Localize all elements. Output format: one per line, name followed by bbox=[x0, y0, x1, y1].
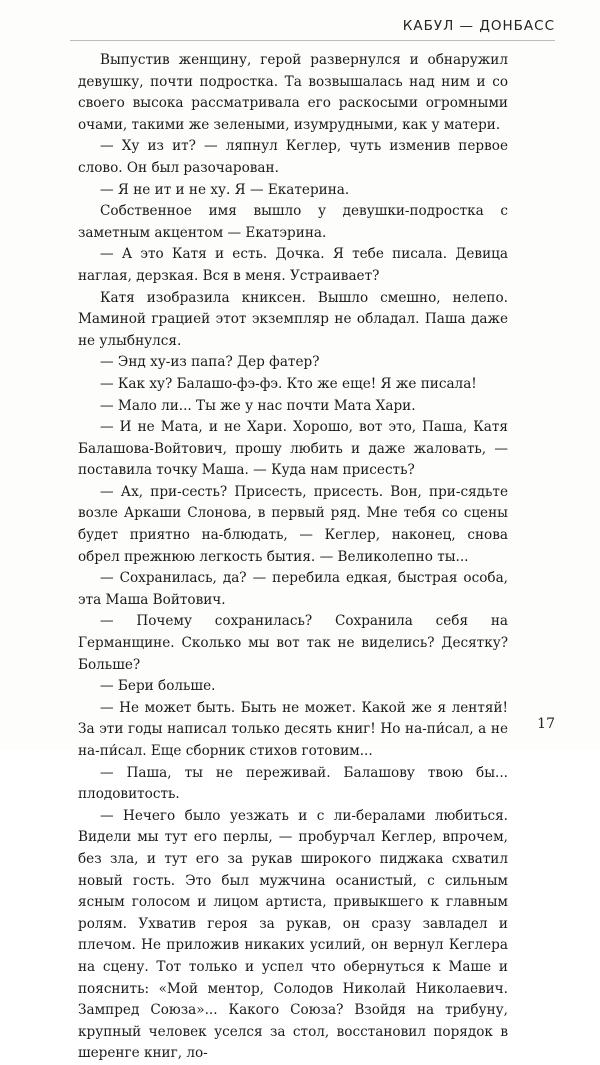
page-number: 17 bbox=[537, 716, 555, 732]
paragraph: Собственное имя вышло у девушки-подростка с заметным акцентом — Екатэрина. bbox=[78, 203, 508, 241]
paragraph: — Мало ли... Ты же у нас почти Мата Хари. bbox=[100, 397, 416, 414]
paragraph: — Бери больше. bbox=[100, 678, 216, 695]
running-head: КАБУЛ — ДОНБАСС bbox=[402, 18, 555, 34]
paragraph: — Сохранилась, да? — перебила едкая, быстрая особа, эта Маша Войтович. bbox=[78, 570, 508, 608]
paragraph: — Ах, при-сесть? Присесть, присесть. Вон, при-сядьте возле Аркаши Слонова, в первый ряд. Мне тебя со сцены будет приятно на-блюдать, — Кеглер, наконец, снова обрел прежнюю легкость бытия. — Великолепно ты... bbox=[78, 483, 508, 565]
paragraph: — Почему сохранилась? Сохранила себя на Германщине. Сколько мы вот так не виделись? Десятку? Больше? bbox=[78, 613, 508, 673]
paragraph: Катя изобразила книксен. Вышло смешно, нелепо. Маминой грацией этот экземпляр не обладал. Паша даже не улыбнулся. bbox=[78, 289, 508, 349]
paragraph: — Не может быть. Быть не может. Какой же я лентяй! За эти годы написал только десять книг! Но на-пи́сал, а не на-пи́сал. Еще сборник стихов готовим... bbox=[78, 699, 508, 759]
paragraph: — Паша, ты не переживай. Балашову твою бы... плодовитость. bbox=[78, 764, 508, 803]
header-rule bbox=[70, 40, 555, 41]
paragraph: — Энд ху-из папа? Дер фатер? bbox=[100, 354, 320, 371]
paragraph: — Нечего было уезжать и с ли-бералами любиться. Видели мы тут его перлы, — пробурчал Кеглер, впрочем, без зла, и тут его за рукав широкого пиджака схватил новый гость. Это был мужчина осанистый, с сильным ясным голосом и лицом артиста, привыкшего к главным ролям. Ухватив героя за рукав, он сразу завладел и плечом. Не приложив никаких усилий, он вернул Кеглера на сцену. Тот только и успел что обернуться к Маше и пояснить: «Мой ментор, Солодов Николай Николаевич. Зампред Союза»... Какого Союза? Взойдя на трибуну, крупный человек уселся за стол, восстановил порядок в шеренге книг, ло- bbox=[78, 807, 508, 1062]
paragraph: — Я не ит и не ху. Я — Екатерина. bbox=[100, 181, 350, 198]
paragraph: Выпустив женщину, герой развернулся и обнаружил девушку, почти подростка. Та возвышалась над ним и со своего высока рассматривала его раскосыми огромными очами, такими же зелеными, изумрудными, как у матери. bbox=[78, 52, 508, 133]
body-text bbox=[78, 50, 508, 1065]
paragraph: — А это Катя и есть. Дочка. Я тебе писала. Девица наглая, дерзкая. Вся в меня. Устраивает? bbox=[78, 246, 508, 284]
paragraph: — Ху из ит? — ляпнул Кеглер, чуть изменив первое слово. Он был разочарован. bbox=[78, 138, 508, 176]
paragraph: — И не Мата, и не Хари. Хорошо, вот это, Паша, Катя Балашова-Войтович, прошу любить и даже жаловать, — поставила точку Маша. — Куда нам присесть? bbox=[78, 419, 508, 479]
paragraph: — Как ху? Балашо-фэ-фэ. Кто же еще! Я же писала! bbox=[100, 375, 477, 392]
